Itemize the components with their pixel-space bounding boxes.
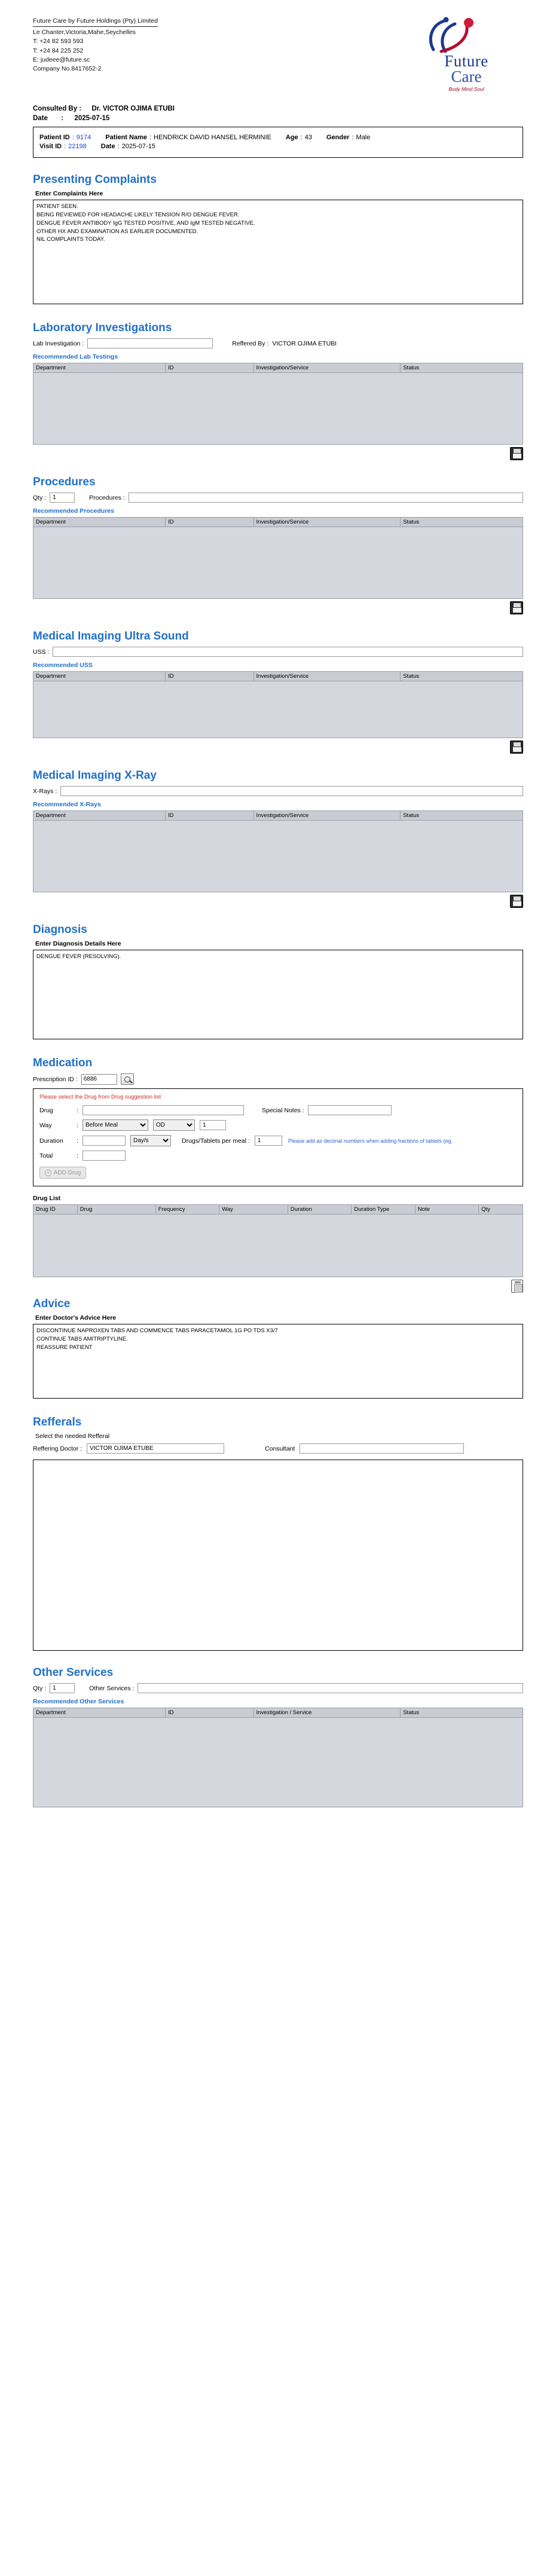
medication-way-select[interactable]	[83, 1119, 148, 1131]
medication-entry-panel	[33, 1088, 523, 1186]
medication-decimal-note: Please add as decimal numbers when adding fractions of tablets (eg.	[288, 1137, 453, 1144]
logo-word-future: Future	[444, 52, 488, 70]
referrals-sub-label: Select the needed Refferal	[35, 1433, 110, 1440]
diagnosis-sub-label: Enter Diagnosis Details Here	[35, 940, 121, 948]
lab-results-table-body[interactable]	[33, 373, 523, 445]
table-header-row	[33, 1708, 523, 1718]
patient-name-label: Patient Name	[105, 134, 147, 142]
patient-age-label: Age	[285, 134, 298, 142]
advice-textarea[interactable]	[33, 1324, 523, 1399]
add-drug-button[interactable]	[39, 1167, 86, 1179]
procedures-qty-input[interactable]	[50, 492, 75, 503]
consulted-by-doctor: Dr. VICTOR OJIMA ETUBI	[91, 105, 175, 113]
drug-col-id: Drug ID	[33, 1205, 78, 1214]
lab-col-service: Investigation/Service	[253, 363, 401, 373]
patient-row-visit	[39, 143, 517, 150]
proc-col-department: Department	[33, 518, 166, 527]
drug-list-table-body[interactable]	[33, 1214, 523, 1277]
clinic-header	[33, 0, 523, 98]
procedures-save-row	[33, 601, 523, 614]
visit-date-label: Date	[100, 143, 115, 151]
xray-label: X-Rays :	[33, 787, 57, 795]
uss-label: USS :	[33, 648, 50, 656]
clinic-company-no: Company No.8417652-2	[33, 65, 102, 73]
medication-drug-row: Drug : Special Notes :	[39, 1105, 517, 1115]
uss-recommended-label: Recommended USS	[33, 662, 93, 669]
medication-drug-label: Drug	[39, 1106, 53, 1114]
other-services-table-header	[33, 1708, 523, 1718]
prescription-id-input[interactable]	[81, 1074, 117, 1085]
xray-table-header	[33, 810, 523, 821]
plus-icon: +	[45, 1170, 51, 1176]
medication-total-label: Total	[39, 1152, 53, 1159]
patient-info-box	[33, 127, 523, 158]
search-icon[interactable]	[121, 1073, 134, 1085]
clinic-name: Future Care by Future Holdings (Pty) Limited	[33, 17, 158, 27]
visit-date-value: 2025-07-15	[121, 143, 155, 151]
drug-col-qty: Qty	[479, 1205, 523, 1214]
lab-col-status: Status	[401, 363, 523, 373]
lab-investigation-row	[33, 338, 523, 348]
clinic-info	[33, 17, 158, 74]
os-col-status: Status	[401, 1708, 523, 1718]
lab-investigation-input[interactable]	[87, 338, 213, 348]
xray-col-service: Investigation/Service	[253, 811, 401, 821]
medication-per-meal-label: Drugs/Tablets per meal :	[182, 1137, 250, 1145]
section-title-laboratory: Laboratory Investigations	[33, 322, 172, 335]
proc-col-service: Investigation/Service	[253, 518, 401, 527]
referring-doctor-input[interactable]	[87, 1443, 224, 1454]
consult-date-label: Date	[33, 115, 48, 123]
medication-special-notes-label: Special Notes :	[262, 1106, 304, 1114]
medication-way-row: Way : Before Meal OD 1	[39, 1119, 517, 1131]
complaints-textarea[interactable]	[33, 200, 523, 304]
visit-id-value: 22198	[68, 143, 87, 151]
section-title-xray: Medical Imaging X-Ray	[33, 769, 157, 782]
lab-referred-by-label: Reffered By :	[232, 339, 269, 347]
patient-gender-label: Gender	[326, 134, 350, 142]
xray-col-id: ID	[166, 811, 253, 821]
referring-doctor-label: Reffering Doctor :	[33, 1445, 83, 1452]
consulted-by-label: Consulted By :	[33, 105, 82, 113]
other-services-input[interactable]	[138, 1683, 523, 1693]
table-header-row	[33, 811, 523, 821]
uss-save-row	[33, 741, 523, 754]
lab-col-id: ID	[166, 363, 253, 373]
consult-date-line	[33, 115, 523, 122]
uss-table-header	[33, 671, 523, 681]
drug-col-way: Way	[219, 1205, 288, 1214]
clinic-address: Le Chanter,Victoria,Mahe,Seychelles	[33, 29, 136, 36]
lab-investigation-label: Lab Investigation :	[33, 339, 84, 347]
medication-drug-input[interactable]	[83, 1105, 244, 1115]
clinic-email: E: judeee@future.sc	[33, 56, 90, 63]
xray-col-department: Department	[33, 811, 166, 821]
clinic-phone-2: T: +24 84 225 252	[33, 47, 84, 54]
drug-col-drug: Drug	[77, 1205, 155, 1214]
xray-input[interactable]	[60, 786, 523, 796]
procedures-qty-label: Qty :	[33, 494, 47, 501]
patient-id-label: Patient ID	[39, 134, 70, 142]
referrals-panel[interactable]	[33, 1460, 523, 1651]
clipboard-icon[interactable]	[511, 1280, 523, 1293]
other-services-qty-input[interactable]	[50, 1683, 75, 1693]
visit-id-colon: :	[64, 143, 66, 151]
xray-input-row	[33, 786, 523, 796]
section-title-procedures: Procedures	[33, 476, 96, 489]
patient-age-value: 43	[304, 134, 312, 142]
section-title-referrals: Refferals	[33, 1416, 82, 1429]
logo-word-care: Care	[451, 67, 482, 85]
clinic-phone-1: T: +24 82 593 593	[33, 38, 84, 45]
lab-col-department: Department	[33, 363, 166, 373]
drug-col-note: Note	[415, 1205, 478, 1214]
patient-name-value: HENDRICK DAVID HANSEL HERMINIE	[154, 134, 271, 142]
uss-col-status: Status	[401, 672, 523, 681]
xray-table-body[interactable]	[33, 821, 523, 892]
clinic-logo	[410, 17, 523, 92]
os-col-id: ID	[166, 1708, 253, 1718]
procedures-input-row	[33, 492, 523, 503]
save-icon[interactable]	[510, 601, 523, 614]
xray-col-status: Status	[401, 811, 523, 821]
medication-way-label: Way	[39, 1121, 52, 1129]
medication-duration-input[interactable]	[83, 1136, 126, 1146]
patient-age-colon: :	[300, 134, 303, 142]
lab-referred-by-value: VICTOR OJIMA ETUBI	[272, 339, 337, 347]
xray-recommended-label: Recommended X-Rays	[33, 801, 101, 809]
section-title-medication: Medication	[33, 1057, 93, 1070]
visit-id-label: Visit ID	[39, 143, 62, 151]
medication-duration-row: Duration : Day/s Drugs/Tablets per meal : 1 Please add as decimal numbers when adding fractions of tablets (eg.	[39, 1135, 517, 1146]
section-title-advice: Advice	[33, 1298, 71, 1311]
medication-frequency-select[interactable]	[153, 1119, 195, 1131]
uss-input[interactable]	[53, 647, 523, 657]
proc-col-status: Status	[401, 518, 523, 527]
consulted-by-line	[33, 105, 523, 112]
uss-col-service: Investigation/Service	[253, 672, 401, 681]
procedures-table-header	[33, 517, 523, 527]
advice-sub-label: Enter Doctor's Advice Here	[35, 1314, 117, 1322]
drug-col-frequency: Frequency	[155, 1205, 219, 1214]
consult-date-colon: :	[61, 115, 64, 123]
other-services-label: Other Services :	[89, 1684, 135, 1692]
logo-wordmark	[444, 54, 488, 84]
medication-per-meal-input[interactable]	[255, 1136, 282, 1146]
table-header-row	[33, 363, 523, 373]
consultant-label: Consultant	[265, 1445, 295, 1452]
patient-gender-value: Male	[356, 134, 371, 142]
save-icon[interactable]	[510, 895, 523, 908]
drug-list-label: Drug List	[33, 1195, 61, 1203]
medication-duration-unit-select[interactable]	[130, 1135, 171, 1146]
referrals-input-row	[33, 1443, 523, 1454]
uss-input-row	[33, 647, 523, 657]
section-title-complaints: Presenting Complaints	[33, 173, 157, 186]
uss-table-body[interactable]	[33, 681, 523, 738]
lab-results-table-header	[33, 363, 523, 373]
consultant-input[interactable]	[300, 1443, 464, 1454]
table-header-row	[33, 518, 523, 527]
drug-list-table-header	[33, 1204, 523, 1214]
other-services-table-body[interactable]	[33, 1718, 523, 1807]
lab-save-row	[33, 447, 523, 460]
save-icon[interactable]	[510, 447, 523, 460]
medication-duration-label: Duration	[39, 1137, 63, 1145]
section-title-diagnosis: Diagnosis	[33, 923, 87, 937]
os-col-service: Investigation / Service	[253, 1708, 401, 1718]
xray-save-row	[33, 895, 523, 908]
medication-special-notes-input[interactable]	[308, 1105, 392, 1115]
prescription-id-row	[33, 1073, 523, 1085]
patient-row-primary	[39, 134, 517, 141]
patient-id-colon: :	[72, 134, 74, 142]
procedures-input[interactable]	[129, 492, 523, 503]
prescription-id-label: Prescription ID :	[33, 1075, 78, 1083]
drug-col-duration: Duration	[288, 1205, 351, 1214]
patient-name-colon: :	[149, 134, 152, 142]
other-services-input-row	[33, 1683, 523, 1693]
os-col-department: Department	[33, 1708, 166, 1718]
logo-mark-icon	[421, 17, 511, 54]
add-drug-button-label: ADD Drug	[53, 1169, 81, 1176]
other-services-recommended-label: Recommended Other Services	[33, 1698, 124, 1706]
medication-total-row: Total :	[39, 1151, 517, 1161]
drug-list-save-row	[33, 1280, 523, 1293]
section-title-other-services: Other Services	[33, 1666, 114, 1679]
section-title-uss: Medical Imaging Ultra Sound	[33, 630, 189, 643]
patient-id-value: 9174	[76, 134, 91, 142]
logo-tagline: Body Mind Soul	[448, 86, 484, 93]
uss-col-id: ID	[166, 672, 253, 681]
medication-way-qty-input[interactable]	[200, 1120, 226, 1130]
procedures-table-body[interactable]	[33, 527, 523, 599]
complaints-sub-label: Enter Complaints Here	[35, 190, 103, 198]
medication-total-input[interactable]	[83, 1151, 126, 1161]
lab-recommended-label: Recommended Lab Testings	[33, 353, 118, 361]
medication-warning: Please select the Drug from Drug suggestion list	[39, 1094, 161, 1101]
uss-col-department: Department	[33, 672, 166, 681]
save-icon[interactable]	[510, 741, 523, 754]
other-services-qty-label: Qty :	[33, 1684, 47, 1692]
procedures-label: Procedures :	[89, 494, 125, 501]
diagnosis-textarea[interactable]	[33, 950, 523, 1039]
visit-date-colon: :	[117, 143, 120, 151]
patient-gender-colon: :	[352, 134, 354, 142]
procedures-recommended-label: Recommended Procedures	[33, 507, 114, 515]
consult-date-value: 2025-07-15	[74, 115, 110, 123]
proc-col-id: ID	[166, 518, 253, 527]
table-header-row	[33, 672, 523, 681]
table-header-row	[33, 1205, 523, 1214]
drug-col-duration-type: Duration Type	[352, 1205, 415, 1214]
